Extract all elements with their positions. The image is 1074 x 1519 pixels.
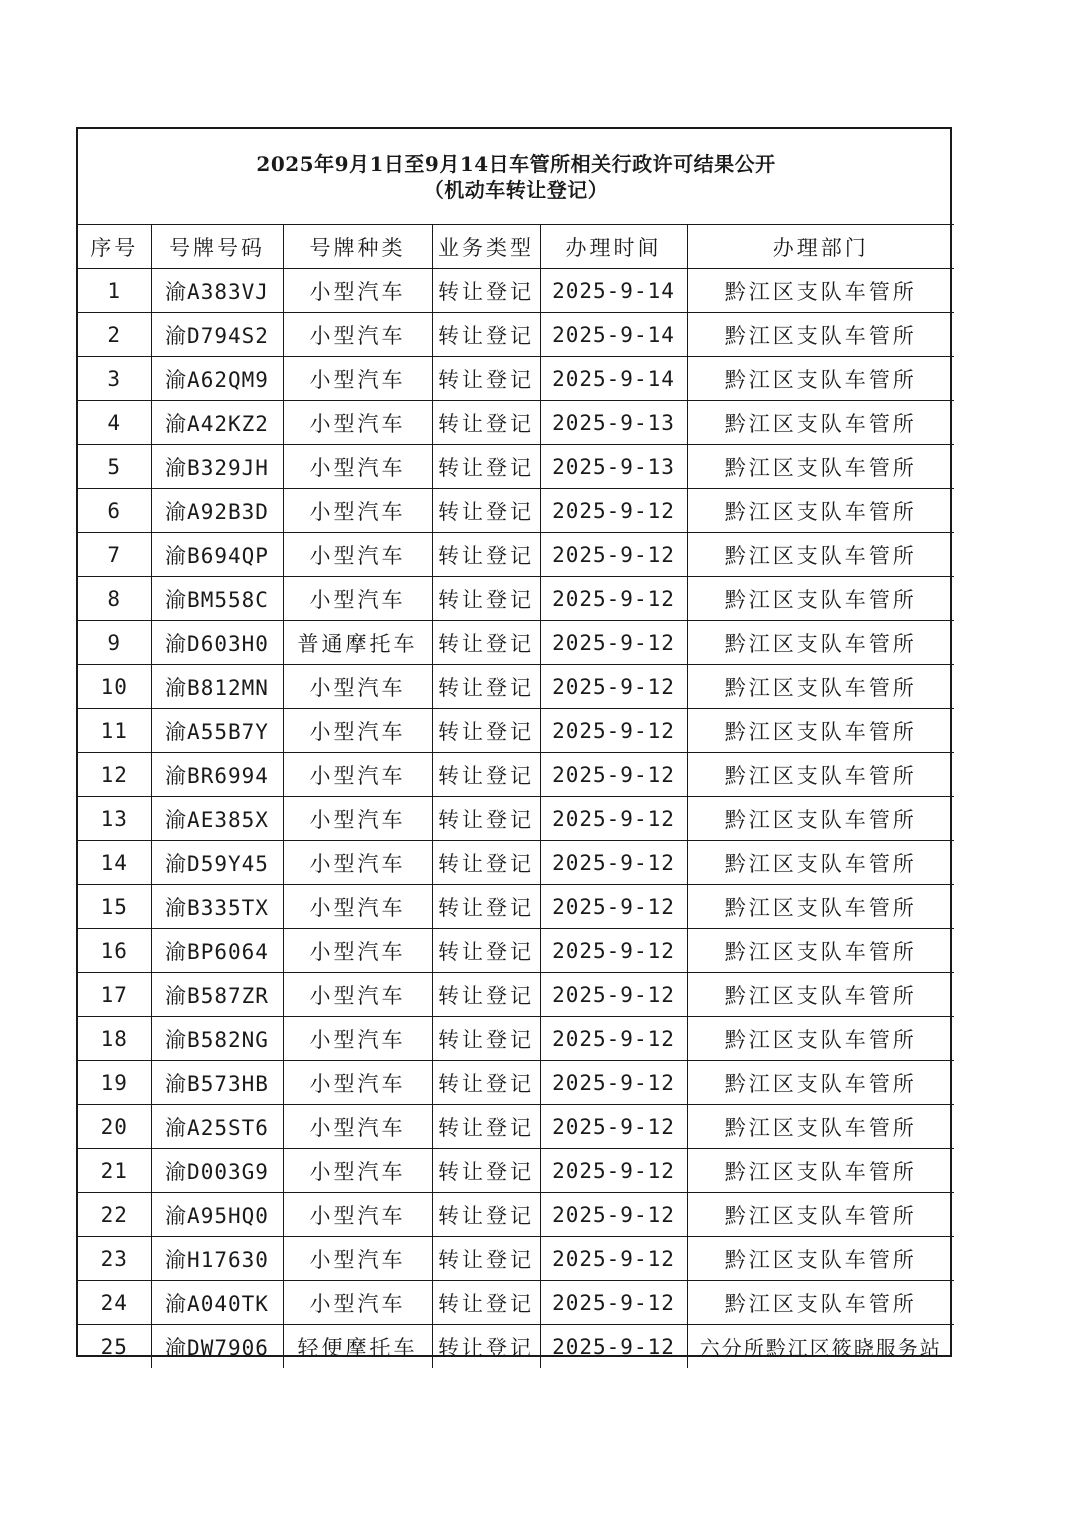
cell-date: 2025-9-12 [540, 885, 687, 929]
cell-business-type: 转让登记 [432, 885, 540, 929]
cell-date: 2025-9-13 [540, 445, 687, 489]
column-header-seq: 序号 [78, 225, 151, 269]
cell-plate-number: 渝B329JH [151, 445, 283, 489]
table-row [78, 1281, 954, 1325]
cell-business-type: 转让登记 [432, 1193, 540, 1237]
cell-plate-type: 小型汽车 [283, 665, 432, 709]
table-row [78, 1017, 954, 1061]
cell-business-type: 转让登记 [432, 1281, 540, 1325]
table-row [78, 1149, 954, 1193]
column-header-dept: 办理部门 [687, 225, 954, 269]
cell-date: 2025-9-12 [540, 1325, 687, 1369]
cell-business-type: 转让登记 [432, 797, 540, 841]
cell-plate-number: 渝A95HQ0 [151, 1193, 283, 1237]
table-row [78, 445, 954, 489]
table-row [78, 1325, 954, 1369]
cell-date: 2025-9-12 [540, 709, 687, 753]
cell-plate-number: 渝BP6064 [151, 929, 283, 973]
cell-date: 2025-9-12 [540, 797, 687, 841]
cell-plate-type: 小型汽车 [283, 313, 432, 357]
cell-department: 黔江区支队车管所 [687, 489, 954, 533]
cell-plate-number: 渝A383VJ [151, 269, 283, 313]
cell-plate-type: 轻便摩托车 [283, 1325, 432, 1369]
cell-seq: 7 [78, 533, 151, 577]
cell-plate-number: 渝BM558C [151, 577, 283, 621]
column-header-business: 业务类型 [432, 225, 540, 269]
cell-seq: 15 [78, 885, 151, 929]
cell-department: 黔江区支队车管所 [687, 973, 954, 1017]
cell-seq: 17 [78, 973, 151, 1017]
cell-date: 2025-9-12 [540, 1281, 687, 1325]
cell-business-type: 转让登记 [432, 313, 540, 357]
cell-business-type: 转让登记 [432, 841, 540, 885]
cell-business-type: 转让登记 [432, 401, 540, 445]
cell-plate-type: 小型汽车 [283, 1149, 432, 1193]
cell-plate-number: 渝A62QM9 [151, 357, 283, 401]
table-row [78, 1193, 954, 1237]
cell-plate-number: 渝B335TX [151, 885, 283, 929]
cell-business-type: 转让登记 [432, 1149, 540, 1193]
cell-department: 黔江区支队车管所 [687, 269, 954, 313]
cell-plate-number: 渝A55B7Y [151, 709, 283, 753]
cell-department: 黔江区支队车管所 [687, 445, 954, 489]
cell-business-type: 转让登记 [432, 445, 540, 489]
cell-plate-type: 小型汽车 [283, 753, 432, 797]
cell-plate-number: 渝DW7906 [151, 1325, 283, 1369]
cell-business-type: 转让登记 [432, 533, 540, 577]
table-row [78, 1061, 954, 1105]
table-row [78, 797, 954, 841]
cell-seq: 4 [78, 401, 151, 445]
cell-business-type: 转让登记 [432, 709, 540, 753]
table-row [78, 1237, 954, 1281]
cell-date: 2025-9-12 [540, 621, 687, 665]
cell-date: 2025-9-12 [540, 973, 687, 1017]
cell-department: 黔江区支队车管所 [687, 797, 954, 841]
table-row [78, 401, 954, 445]
cell-business-type: 转让登记 [432, 621, 540, 665]
cell-plate-type: 小型汽车 [283, 1105, 432, 1149]
cell-plate-type: 小型汽车 [283, 1281, 432, 1325]
transfer-registration-table [78, 129, 954, 1368]
cell-plate-type: 小型汽车 [283, 973, 432, 1017]
table-row [78, 973, 954, 1017]
cell-date: 2025-9-12 [540, 665, 687, 709]
cell-plate-type: 小型汽车 [283, 885, 432, 929]
cell-seq: 13 [78, 797, 151, 841]
cell-plate-type: 小型汽车 [283, 797, 432, 841]
cell-business-type: 转让登记 [432, 1237, 540, 1281]
cell-plate-number: 渝D59Y45 [151, 841, 283, 885]
cell-plate-type: 小型汽车 [283, 841, 432, 885]
cell-business-type: 转让登记 [432, 489, 540, 533]
cell-department: 黔江区支队车管所 [687, 357, 954, 401]
cell-department: 黔江区支队车管所 [687, 577, 954, 621]
cell-seq: 11 [78, 709, 151, 753]
cell-plate-type: 小型汽车 [283, 1017, 432, 1061]
cell-seq: 22 [78, 1193, 151, 1237]
cell-date: 2025-9-12 [540, 1061, 687, 1105]
cell-department: 黔江区支队车管所 [687, 929, 954, 973]
cell-date: 2025-9-12 [540, 929, 687, 973]
cell-date: 2025-9-12 [540, 1017, 687, 1061]
cell-seq: 16 [78, 929, 151, 973]
cell-department: 黔江区支队车管所 [687, 841, 954, 885]
cell-business-type: 转让登记 [432, 269, 540, 313]
title-cell [78, 129, 954, 225]
cell-business-type: 转让登记 [432, 1105, 540, 1149]
cell-date: 2025-9-12 [540, 841, 687, 885]
cell-department: 黔江区支队车管所 [687, 313, 954, 357]
table-row [78, 313, 954, 357]
cell-date: 2025-9-12 [540, 533, 687, 577]
cell-department: 黔江区支队车管所 [687, 1061, 954, 1105]
cell-plate-type: 小型汽车 [283, 445, 432, 489]
cell-plate-type: 小型汽车 [283, 357, 432, 401]
cell-seq: 8 [78, 577, 151, 621]
cell-date: 2025-9-14 [540, 357, 687, 401]
table-row [78, 489, 954, 533]
cell-department: 黔江区支队车管所 [687, 1281, 954, 1325]
cell-seq: 12 [78, 753, 151, 797]
results-sheet [76, 127, 952, 1360]
table-row [78, 357, 954, 401]
cell-seq: 18 [78, 1017, 151, 1061]
cell-plate-number: 渝H17630 [151, 1237, 283, 1281]
cell-seq: 21 [78, 1149, 151, 1193]
cell-seq: 1 [78, 269, 151, 313]
cell-plate-number: 渝B573HB [151, 1061, 283, 1105]
cell-plate-number: 渝B582NG [151, 1017, 283, 1061]
cell-plate-type: 普通摩托车 [283, 621, 432, 665]
cell-seq: 25 [78, 1325, 151, 1369]
table-row [78, 665, 954, 709]
cell-date: 2025-9-12 [540, 577, 687, 621]
cell-business-type: 转让登记 [432, 1061, 540, 1105]
cell-department: 黔江区支队车管所 [687, 665, 954, 709]
table-row [78, 753, 954, 797]
cell-plate-number: 渝D003G9 [151, 1149, 283, 1193]
cell-seq: 20 [78, 1105, 151, 1149]
cell-plate-number: 渝D794S2 [151, 313, 283, 357]
cell-date: 2025-9-14 [540, 313, 687, 357]
cell-seq: 9 [78, 621, 151, 665]
cell-seq: 24 [78, 1281, 151, 1325]
cell-seq: 6 [78, 489, 151, 533]
cell-date: 2025-9-12 [540, 489, 687, 533]
cell-seq: 14 [78, 841, 151, 885]
cell-plate-type: 小型汽车 [283, 1237, 432, 1281]
table-row [78, 885, 954, 929]
cell-department: 黔江区支队车管所 [687, 1105, 954, 1149]
cell-plate-type: 小型汽车 [283, 489, 432, 533]
cell-seq: 5 [78, 445, 151, 489]
cell-plate-type: 小型汽车 [283, 533, 432, 577]
cell-business-type: 转让登记 [432, 357, 540, 401]
cell-seq: 10 [78, 665, 151, 709]
cell-plate-number: 渝B694QP [151, 533, 283, 577]
cell-plate-number: 渝A92B3D [151, 489, 283, 533]
cell-plate-number: 渝B812MN [151, 665, 283, 709]
cell-date: 2025-9-12 [540, 1105, 687, 1149]
cell-plate-number: 渝A42KZ2 [151, 401, 283, 445]
cell-business-type: 转让登记 [432, 973, 540, 1017]
cell-plate-number: 渝D603H0 [151, 621, 283, 665]
cell-department: 黔江区支队车管所 [687, 1237, 954, 1281]
cell-business-type: 转让登记 [432, 1017, 540, 1061]
cell-plate-type: 小型汽车 [283, 929, 432, 973]
cell-seq: 3 [78, 357, 151, 401]
cell-plate-number: 渝A040TK [151, 1281, 283, 1325]
document-title: 2025年9月1日至9月14日车管所相关行政许可结果公开 [256, 151, 776, 176]
table-row [78, 577, 954, 621]
cell-department: 六分所黔江区筱晓服务站 [687, 1325, 954, 1369]
table-row [78, 1105, 954, 1149]
table-row [78, 621, 954, 665]
cell-seq: 19 [78, 1061, 151, 1105]
cell-business-type: 转让登记 [432, 1325, 540, 1369]
cell-department: 黔江区支队车管所 [687, 1149, 954, 1193]
cell-department: 黔江区支队车管所 [687, 533, 954, 577]
table-row [78, 709, 954, 753]
cell-department: 黔江区支队车管所 [687, 1193, 954, 1237]
table-row [78, 269, 954, 313]
cell-plate-number: 渝AE385X [151, 797, 283, 841]
cell-business-type: 转让登记 [432, 577, 540, 621]
cell-plate-type: 小型汽车 [283, 709, 432, 753]
table-row [78, 533, 954, 577]
cell-department: 黔江区支队车管所 [687, 1017, 954, 1061]
column-header-date: 办理时间 [540, 225, 687, 269]
cell-plate-number: 渝A25ST6 [151, 1105, 283, 1149]
cell-business-type: 转让登记 [432, 753, 540, 797]
cell-plate-number: 渝B587ZR [151, 973, 283, 1017]
cell-seq: 2 [78, 313, 151, 357]
cell-plate-type: 小型汽车 [283, 401, 432, 445]
header-row [78, 225, 954, 269]
cell-plate-number: 渝BR6994 [151, 753, 283, 797]
cell-department: 黔江区支队车管所 [687, 753, 954, 797]
cell-date: 2025-9-12 [540, 1237, 687, 1281]
cell-date: 2025-9-12 [540, 1149, 687, 1193]
cell-department: 黔江区支队车管所 [687, 709, 954, 753]
cell-seq: 23 [78, 1237, 151, 1281]
cell-plate-type: 小型汽车 [283, 269, 432, 313]
cell-department: 黔江区支队车管所 [687, 401, 954, 445]
cell-date: 2025-9-13 [540, 401, 687, 445]
cell-plate-type: 小型汽车 [283, 1061, 432, 1105]
column-header-plate-type: 号牌种类 [283, 225, 432, 269]
document-subtitle: （机动车转让登记） [423, 177, 609, 202]
cell-business-type: 转让登记 [432, 929, 540, 973]
column-header-plate: 号牌号码 [151, 225, 283, 269]
cell-department: 黔江区支队车管所 [687, 621, 954, 665]
cell-date: 2025-9-14 [540, 269, 687, 313]
cell-plate-type: 小型汽车 [283, 1193, 432, 1237]
table-row [78, 929, 954, 973]
cell-business-type: 转让登记 [432, 665, 540, 709]
cell-department: 黔江区支队车管所 [687, 885, 954, 929]
cell-date: 2025-9-12 [540, 753, 687, 797]
cell-plate-type: 小型汽车 [283, 577, 432, 621]
cell-date: 2025-9-12 [540, 1193, 687, 1237]
table-row [78, 841, 954, 885]
title-row [78, 129, 954, 225]
